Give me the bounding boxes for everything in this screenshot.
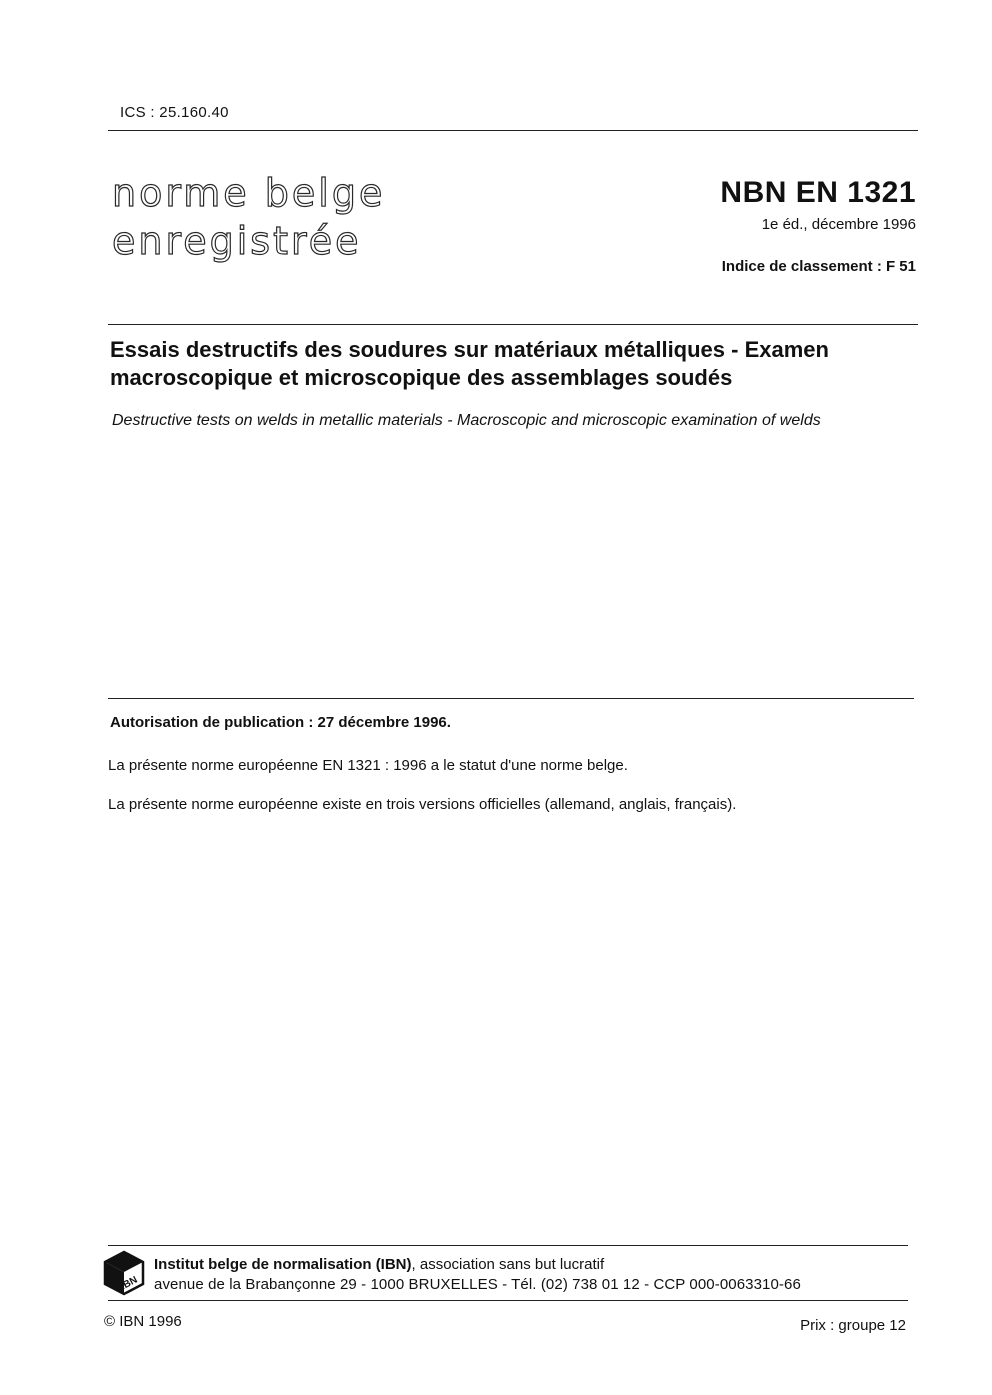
french-title [110,336,930,392]
institute-name: Institut belge de normalisation (IBN) [154,1256,412,1273]
header-rule [108,130,918,131]
title-rule [108,324,918,325]
brand-title-line1: norme belge [112,171,386,215]
price-group: Prix : groupe 12 [800,1317,906,1334]
footer-rule-top [108,1245,908,1246]
ibn-logo-icon [102,1250,146,1296]
copyright: © IBN 1996 [104,1313,182,1330]
logo-label: IBN [119,1274,140,1293]
edition-date: 1e éd., décembre 1996 [761,216,916,233]
publication-authorization: Autorisation de publication : 27 décembre 1996. [110,714,451,731]
english-title: Destructive tests on welds in metallic materials - Macroscopic and microscopic examination of welds [112,412,821,429]
versions-paragraph: La présente norme européenne existe en trois versions officielles (allemand, anglais, français). [108,796,737,813]
institute-line [154,1256,604,1273]
institute-address: avenue de la Brabançonne 29 - 1000 BRUXELLES - Tél. (02) 738 01 12 - CCP 000-0063310-66 [154,1276,801,1293]
status-paragraph: La présente norme européenne EN 1321 : 1996 a le statut d'une norme belge. [108,757,628,774]
footer-rule-bottom [108,1300,908,1301]
section-rule [108,698,914,699]
french-title-line2: macroscopique et microscopique des assemblages soudés [110,365,733,390]
standard-number: NBN EN 1321 [720,176,916,209]
french-title-line1: Essais destructifs des soudures sur matériaux métalliques - Examen [110,337,829,362]
classification-index: Indice de classement : F 51 [721,258,916,275]
institute-tagline: , association sans but lucratif [411,1256,605,1273]
brand-title-line2: enregistrée [112,219,362,263]
ics-code: ICS : 25.160.40 [120,104,229,121]
